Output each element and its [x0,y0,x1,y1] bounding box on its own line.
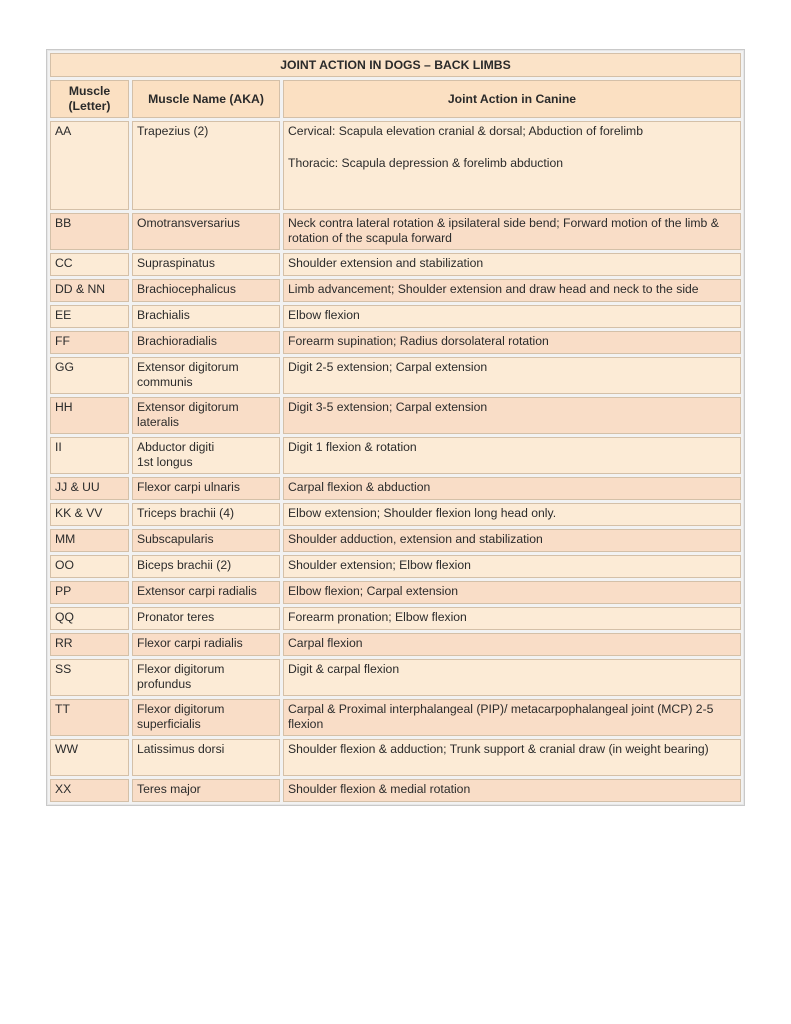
joint-action-cell: Carpal flexion & abduction [283,477,741,500]
muscle-letter-cell: MM [50,529,129,552]
muscle-name-cell: Brachioradialis [132,331,280,354]
muscle-name-line: Abductor digiti [137,440,215,454]
muscle-letter-cell: JJ & UU [50,477,129,500]
joint-action-cell: Shoulder extension; Elbow flexion [283,555,741,578]
table-row [50,331,741,354]
table-row [50,213,741,250]
joint-action-cell [283,121,741,210]
muscle-name-cell: Extensor digitorum communis [132,357,280,394]
joint-action-cell: Digit & carpal flexion [283,659,741,696]
muscle-letter-cell: BB [50,213,129,250]
muscle-name-cell: Extensor digitorum lateralis [132,397,280,434]
table-title: JOINT ACTION IN DOGS – BACK LIMBS [50,53,741,77]
muscle-name-cell: Latissimus dorsi [132,739,280,776]
table-row [50,253,741,276]
joint-action-cell: Forearm pronation; Elbow flexion [283,607,741,630]
muscle-letter-cell: EE [50,305,129,328]
joint-action-cell: Digit 3-5 extension; Carpal extension [283,397,741,434]
muscle-name-cell: Pronator teres [132,607,280,630]
joint-action-cell: Neck contra lateral rotation & ipsilateral side bend; Forward motion of the limb & rotation of the scapula forward [283,213,741,250]
joint-action-table [46,49,745,806]
muscle-name-cell: Flexor carpi radialis [132,633,280,656]
muscle-letter-cell: GG [50,357,129,394]
muscle-name-line: 1st longus [137,455,193,469]
joint-action-cell: Limb advancement; Shoulder extension and draw head and neck to the side [283,279,741,302]
muscle-name-cell: Subscapularis [132,529,280,552]
table-row [50,699,741,736]
muscle-letter-cell: OO [50,555,129,578]
table-row [50,581,741,604]
table-row [50,503,741,526]
table-row [50,121,741,210]
muscle-letter-cell: WW [50,739,129,776]
table-row [50,279,741,302]
joint-action-cell: Shoulder extension and stabilization [283,253,741,276]
table-row [50,555,741,578]
joint-action-line: Thoracic: Scapula depression & forelimb abduction [288,156,564,170]
header-muscle-letter-line2: (Letter) [68,99,111,113]
table-row [50,779,741,802]
muscle-letter-cell: AA [50,121,129,210]
joint-action-cell: Carpal & Proximal interphalangeal (PIP)/ metacarpophalangeal joint (MCP) 2-5 flexion [283,699,741,736]
joint-action-cell: Digit 1 flexion & rotation [283,437,741,474]
table-row [50,739,741,776]
muscle-name-cell: Brachialis [132,305,280,328]
table-row [50,607,741,630]
muscle-letter-cell: TT [50,699,129,736]
joint-action-cell: Shoulder adduction, extension and stabilization [283,529,741,552]
table-row [50,633,741,656]
header-joint-action: Joint Action in Canine [283,80,741,118]
joint-action-cell: Shoulder flexion & adduction; Trunk support & cranial draw (in weight bearing) [283,739,741,776]
header-muscle-name: Muscle Name (AKA) [132,80,280,118]
muscle-letter-cell: CC [50,253,129,276]
muscle-name-cell [132,437,280,474]
muscle-name-cell: Omotransversarius [132,213,280,250]
table-row [50,529,741,552]
muscle-name-cell: Brachiocephalicus [132,279,280,302]
muscle-name-cell: Flexor digitorum superficialis [132,699,280,736]
joint-action-cell: Forearm supination; Radius dorsolateral rotation [283,331,741,354]
muscle-name-cell: Teres major [132,779,280,802]
joint-action-cell: Shoulder flexion & medial rotation [283,779,741,802]
header-muscle-letter [50,80,129,118]
joint-action-cell: Digit 2-5 extension; Carpal extension [283,357,741,394]
muscle-name-cell: Triceps brachii (4) [132,503,280,526]
muscle-name-cell: Supraspinatus [132,253,280,276]
joint-action-cell: Elbow flexion; Carpal extension [283,581,741,604]
table-row [50,659,741,696]
muscle-name-cell: Extensor carpi radialis [132,581,280,604]
table-row [50,305,741,328]
muscle-name-cell: Flexor digitorum profundus [132,659,280,696]
muscle-letter-cell: DD & NN [50,279,129,302]
muscle-name-cell: Trapezius (2) [132,121,280,210]
joint-action-line: Cervical: Scapula elevation cranial & dorsal; Abduction of forelimb [288,124,643,138]
muscle-letter-cell: HH [50,397,129,434]
muscle-name-cell: Biceps brachii (2) [132,555,280,578]
muscle-letter-cell: QQ [50,607,129,630]
muscle-letter-cell: XX [50,779,129,802]
muscle-letter-cell: RR [50,633,129,656]
joint-action-cell: Elbow flexion [283,305,741,328]
muscle-letter-cell: SS [50,659,129,696]
table-row [50,437,741,474]
muscle-letter-cell: II [50,437,129,474]
table-row [50,477,741,500]
table-row [50,397,741,434]
muscle-letter-cell: FF [50,331,129,354]
header-muscle-letter-line1: Muscle [68,84,111,98]
joint-action-cell: Elbow extension; Shoulder flexion long head only. [283,503,741,526]
muscle-letter-cell: KK & VV [50,503,129,526]
muscle-name-cell: Flexor carpi ulnaris [132,477,280,500]
table-row [50,357,741,394]
joint-action-cell: Carpal flexion [283,633,741,656]
muscle-letter-cell: PP [50,581,129,604]
